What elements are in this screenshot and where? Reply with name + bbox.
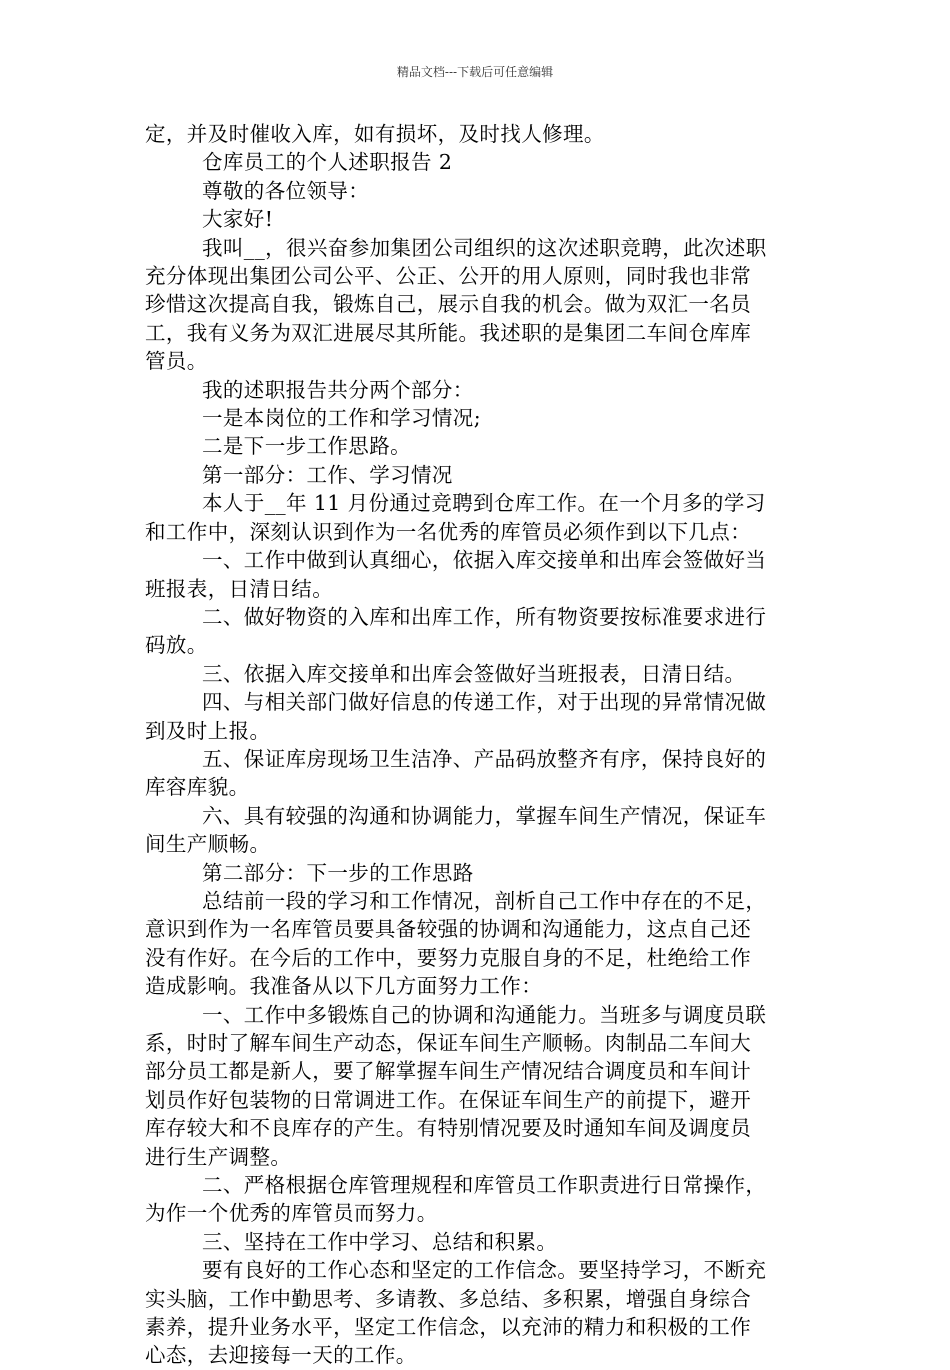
body-line: 库容库貌。 <box>145 775 250 800</box>
body-line: 定，并及时催收入库，如有损坏，及时找人修理。 <box>145 122 605 146</box>
body-line: 心态，去迎接每一天的工作。 <box>145 1343 417 1368</box>
body-line: 和工作中，深刻认识到作为一名优秀的库管员必须作到以下几点： <box>145 519 752 544</box>
body-line: 珍惜这次提高自我，锻炼自己，展示自我的机会。做为双汇一名员 <box>145 292 752 317</box>
section-heading: 第二部分：下一步的工作思路 <box>202 860 474 885</box>
body-line: 本人于__年 11 月份通过竞聘到仓库工作。在一个月多的学习 <box>202 491 766 516</box>
body-line: 二是下一步工作思路。 <box>202 434 411 459</box>
body-line: 到及时上报。 <box>145 718 271 743</box>
body-line: 间生产顺畅。 <box>145 832 271 857</box>
body-line: 进行生产调整。 <box>145 1144 292 1169</box>
report-title: 仓库员工的个人述职报告 2 <box>202 150 453 175</box>
body-line: 系，时时了解车间生产动态，保证车间生产顺畅。肉制品二车间大 <box>145 1031 752 1055</box>
salutation: 尊敬的各位领导： <box>202 178 370 203</box>
body-line: 划员作好包装物的日常调进工作。在保证车间生产的前提下，避开 <box>145 1087 752 1112</box>
body-line: 我的述职报告共分两个部分： <box>202 377 474 402</box>
document-body <box>145 120 811 1370</box>
body-line: 没有作好。在今后的工作中，要努力克服自身的不足，杜绝给工作 <box>145 945 752 970</box>
body-line: 五、保证库房现场卫生洁净、产品码放整齐有序，保持良好的 <box>202 746 767 771</box>
body-line: 三、依据入库交接单和出库会签做好当班报表，日清日结。 <box>202 661 746 686</box>
body-line: 二、做好物资的入库和出库工作，所有物资要按标准要求进行 <box>202 604 767 629</box>
body-line: 码放。 <box>145 633 208 658</box>
body-line: 意识到作为一名库管员要具备较强的协调和沟通能力，这点自己还 <box>145 917 752 942</box>
body-line: 管员。 <box>145 349 208 374</box>
body-line: 要有良好的工作心态和坚定的工作信念。要坚持学习，不断充 <box>202 1258 767 1283</box>
body-line: 造成影响。我准备从以下几方面努力工作： <box>145 974 543 999</box>
body-line: 三、坚持在工作中学习、总结和积累。 <box>202 1229 558 1254</box>
body-line: 一、工作中做到认真细心，依据入库交接单和出库会签做好当 <box>202 548 767 573</box>
body-line: 我叫__，很兴奋参加集团公司组织的这次述职竞聘，此次述职 <box>202 235 767 260</box>
body-line: 二、严格根据仓库管理规程和库管员工作职责进行日常操作， <box>202 1173 767 1198</box>
body-line: 为作一个优秀的库管员而努力。 <box>145 1201 438 1226</box>
body-line: 一是本岗位的工作和学习情况; <box>202 406 482 431</box>
body-line: 充分体现出集团公司公平、公正、公开的用人原则，同时我也非常 <box>145 264 752 289</box>
body-line: 库存较大和不良库存的产生。有特别情况要及时通知车间及调度员 <box>145 1116 752 1141</box>
section-heading: 第一部分：工作、学习情况 <box>202 462 453 487</box>
body-line: 总结前一段的学习和工作情况，剖析自己工作中存在的不足， <box>202 888 767 913</box>
body-line: 四、与相关部门做好信息的传递工作，对于出现的异常情况做 <box>202 690 767 715</box>
greeting: 大家好! <box>202 207 274 232</box>
body-line: 素养，提升业务水平，坚定工作信念，以充沛的精力和积极的工作 <box>145 1315 752 1340</box>
body-line: 实头脑，工作中勤思考、多请教、多总结、多积累，增强自身综合 <box>145 1286 752 1311</box>
body-line: 班报表，日清日结。 <box>145 576 334 601</box>
body-line: 六、具有较强的沟通和协调能力，掌握车间生产情况，保证车 <box>202 803 767 828</box>
body-line: 一、工作中多锻炼自己的协调和沟通能力。当班多与调度员联 <box>202 1002 767 1027</box>
body-line: 部分员工都是新人，要了解掌握车间生产情况结合调度员和车间计 <box>145 1059 752 1084</box>
page-header: 精品文档---下载后可任意编辑 <box>396 65 554 79</box>
body-line: 工，我有义务为双汇进展尽其所能。我述职的是集团二车间仓库库 <box>145 320 752 345</box>
